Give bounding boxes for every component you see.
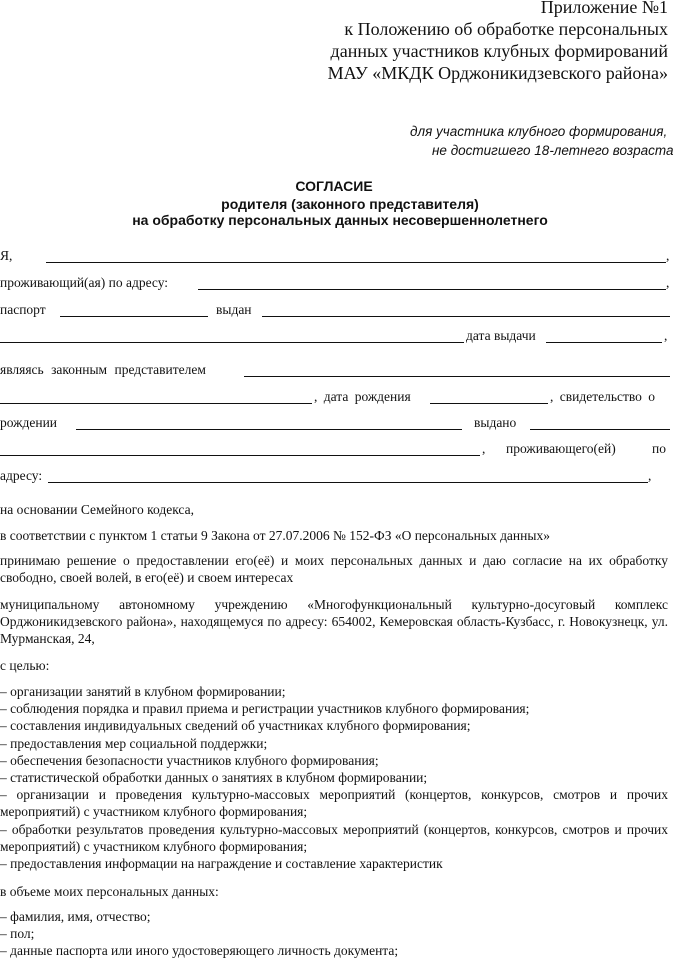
note-line-2: не достигшего 18-летнего возраста — [432, 143, 674, 158]
field-certificate-issued[interactable] — [530, 429, 670, 430]
list-item: – организации и проведения культурно-массовых мероприятий (концертов, конкурсов, смотров и прочих мероприятий) с участником клубного формирования; — [0, 787, 668, 820]
label-birth: рождении — [0, 415, 58, 430]
list-item: – фамилия, имя, отчество; — [0, 909, 151, 924]
label-issue-date: дата выдачи — [466, 328, 536, 343]
purpose-label: с целью: — [0, 658, 50, 673]
field-birth-date[interactable] — [430, 403, 548, 404]
field-address[interactable] — [198, 289, 666, 290]
label-issued: выдан — [216, 302, 252, 317]
field-child-address[interactable] — [48, 482, 648, 483]
field-child-name-cont[interactable] — [0, 403, 312, 404]
field-passport[interactable] — [60, 316, 208, 317]
law-text: в соответствии с пунктом 1 статьи 9 Закона от 27.07.2006 № 152-ФЗ «О персональных данных» — [0, 528, 550, 543]
list-item: – обеспечения безопасности участников клубного формирования; — [0, 752, 379, 768]
label-certificate: , свидетельство о — [550, 389, 656, 404]
label-passport: паспорт — [0, 302, 46, 317]
appendix-number: Приложение №1 — [540, 0, 668, 17]
comma: , — [666, 248, 670, 263]
appendix-line-3: МАУ «МКДК Орджоникидзевского района» — [327, 63, 668, 83]
label-address-2: адресу: — [0, 468, 43, 483]
field-child-name[interactable] — [244, 376, 670, 377]
field-issue-date[interactable] — [546, 342, 662, 343]
list-item: – составления индивидуальных сведений об участниках клубного формирования; — [0, 718, 471, 734]
label-ya: Я, — [0, 248, 13, 263]
appendix-line-1: к Положению об обработке персональных — [344, 19, 668, 39]
label-po: по — [652, 441, 666, 456]
list-item: – организации занятий в клубном формировании; — [0, 684, 286, 699]
field-certificate-issued-cont[interactable] — [0, 455, 480, 456]
purpose-list — [0, 683, 668, 872]
list-item: – соблюдения порядка и правил приема и регистрации участников клубного формирования; — [0, 701, 530, 717]
label-address: проживающий(ая) по адресу: — [0, 275, 169, 290]
list-item: – пол; — [0, 926, 35, 942]
decision-text: принимаю решение о предоставлении его(её) и моих персональных данных и даю согласие на их обработку свободно, своей волей, в его(её) и своем интересах — [0, 553, 668, 585]
doc-title: СОГЛАСИЕ — [295, 178, 373, 194]
note-line-1: для участника клубного формирования, — [410, 124, 668, 139]
label-issued-2: выдано — [474, 415, 517, 430]
field-issued-by[interactable] — [262, 316, 670, 317]
list-item: – данные паспорта или иного удостоверяющего личность документа; — [0, 943, 399, 959]
doc-subtitle-2: на обработку персональных данных несовершеннолетнего — [132, 212, 548, 228]
label-legal-rep: являясь законным представителем — [0, 362, 206, 377]
comma: , — [664, 328, 668, 343]
label-residing: проживающего(ей) — [506, 441, 616, 456]
doc-subtitle-1: родителя (законного представителя) — [221, 196, 479, 212]
field-issued-by-cont[interactable] — [0, 342, 464, 343]
scope-label: в объеме моих персональных данных: — [0, 884, 219, 899]
appendix-line-2: данных участников клубных формирований — [330, 41, 668, 61]
label-birth-date: , дата рождения — [314, 389, 411, 404]
institution-text: муниципальному автономному учреждению «Многофункциональный культурно-досуговый комплекс Орджоникидзевского района», находящемуся по адресу: 654002, Кемеровская область-Кузбасс, г. Новокузнецк, ул. Мурманская, 24, — [0, 597, 668, 646]
list-item: – предоставления информации на награждение и составление характеристик — [0, 856, 443, 872]
comma: , — [648, 468, 652, 483]
scope-list — [0, 908, 668, 960]
basis-text: на основании Семейного кодекса, — [0, 502, 194, 517]
comma: , — [666, 275, 670, 290]
field-certificate[interactable] — [76, 429, 462, 430]
field-full-name[interactable] — [46, 262, 666, 263]
list-item: – предоставления мер социальной поддержки; — [0, 735, 268, 751]
comma: , — [482, 441, 486, 456]
list-item: – статистической обработки данных о занятиях в клубном формировании; — [0, 770, 428, 786]
list-item: – обработки результатов проведения культурно-массовых мероприятий (концертов, конкурсов, смотров и прочих мероприятий) с участником клубного формирования; — [0, 821, 668, 854]
